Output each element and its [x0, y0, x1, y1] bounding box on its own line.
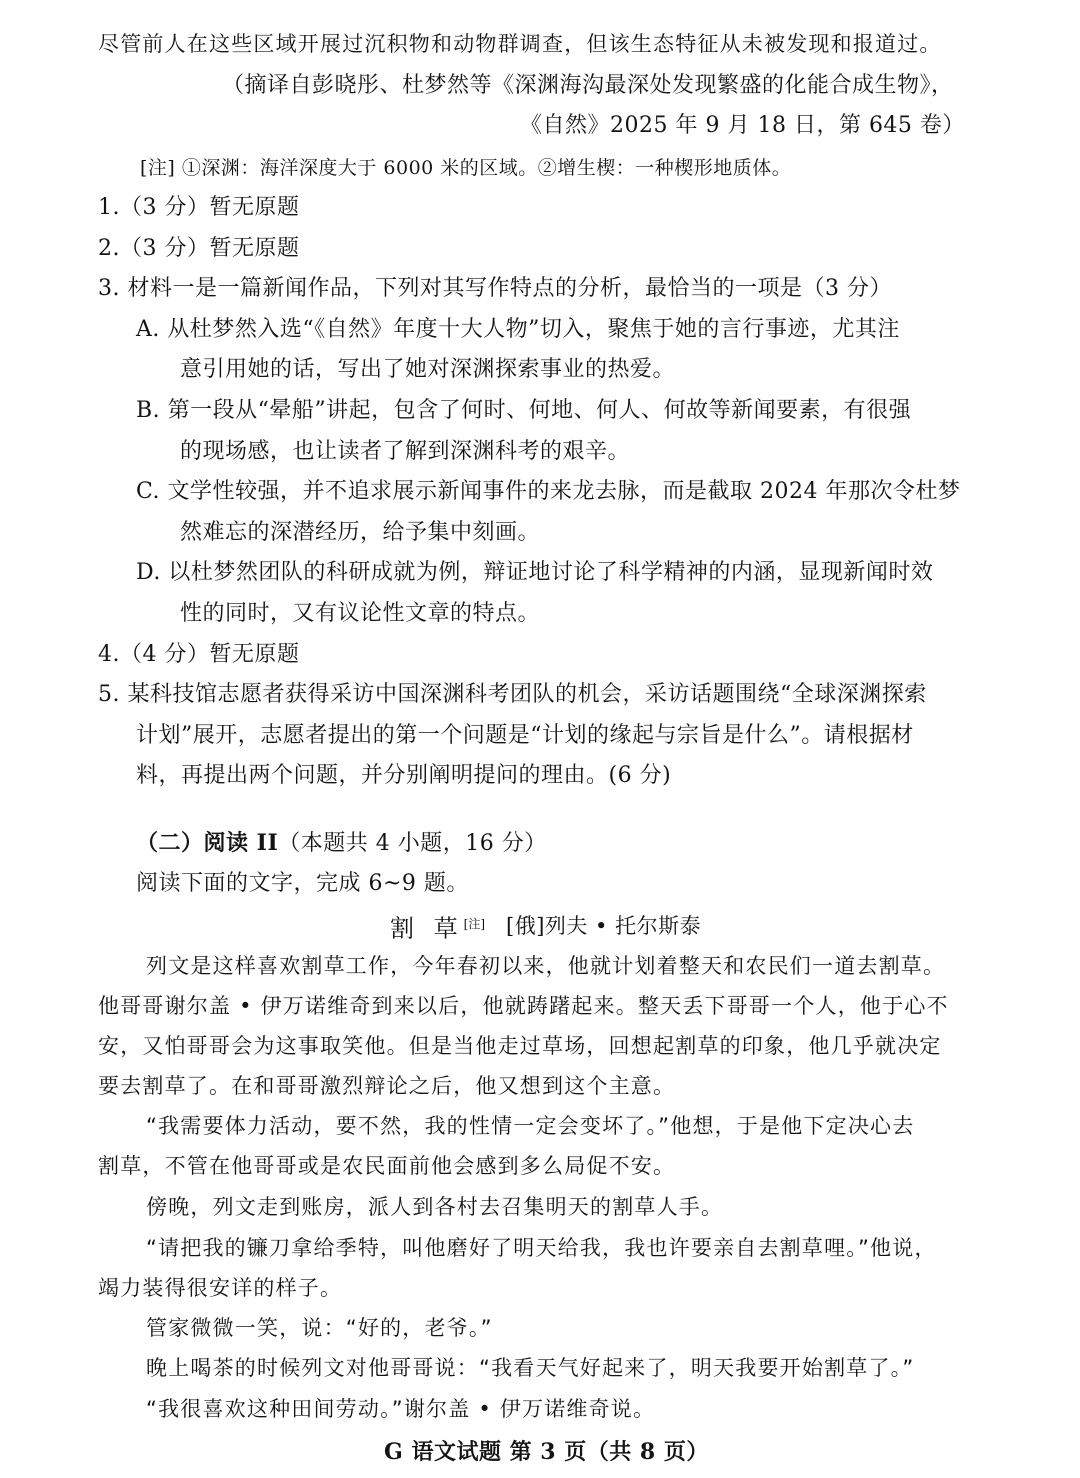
question-5-line-1: 5. 某科技馆志愿者获得采访中国深渊科考团队的机会，采访话题围绕“全球深渊探索 — [98, 682, 927, 707]
question-5-line-2: 计划”展开，志愿者提出的第一个问题是“计划的缘起与宗旨是什么”。请根据材 — [136, 723, 914, 748]
option-b-line-2: 的现场感，也让读者了解到深渊科考的艰辛。 — [180, 439, 631, 464]
question-1: 1.（3 分）暂无原题 — [98, 195, 300, 220]
passage-closing-line: 尽管前人在这些区域开展过沉积物和动物群调查，但该生态特征从未被发现和报道过。 — [98, 32, 942, 56]
story-title: 割 草 — [390, 914, 464, 943]
question-3-stem: 3. 材料一是一篇新闻作品，下列对其写作特点的分析，最恰当的一项是（3 分） — [98, 276, 892, 301]
story-title-block — [390, 908, 485, 946]
story-p3: 傍晚，列文走到账房，派人到各村去召集明天的割草人手。 — [146, 1195, 724, 1219]
option-d-line-1: D. 以杜梦然团队的科研成就为例，辩证地讨论了科学精神的内涵，显现新闻时效 — [136, 560, 934, 585]
story-p4-line-1: “请把我的镰刀拿给季特，叫他磨好了明天给我，我也许要亲自去割草哩。”他说， — [146, 1236, 937, 1260]
section-2-instruction: 阅读下面的文字，完成 6~9 题。 — [136, 871, 469, 896]
story-title-note-mark: [注] — [463, 917, 486, 931]
question-5-line-3: 料，再提出两个问题，并分别阐明提问的理由。(6 分) — [136, 763, 672, 788]
option-b-line-1: B. 第一段从“晕船”讲起，包含了何时、何地、何人、何故等新闻要素，有很强 — [136, 398, 912, 423]
question-4: 4.（4 分）暂无原题 — [98, 642, 300, 667]
page-footer: G 语文试题 第 3 页（共 8 页） — [384, 1439, 709, 1465]
option-a-line-1: A. 从杜梦然入选“《自然》年度十大人物”切入，聚焦于她的言行事迹，尤其注 — [136, 317, 900, 342]
option-a-line-2: 意引用她的话，写出了她对深渊探索事业的热爱。 — [180, 357, 676, 382]
story-p1-line-2: 他哥哥谢尔盖 • 伊万诺维奇到来以后，他就踌躇起来。整天丢下哥哥一个人，他于心不 — [98, 994, 949, 1018]
section-2-heading — [136, 827, 547, 860]
story-p2-line-2: 割草，不管在他哥哥或是农民面前他会感到多么局促不安。 — [98, 1154, 676, 1178]
section-2-heading-label: （二）阅读 II — [136, 830, 279, 856]
story-p4-line-2: 竭力装得很安详的样子。 — [98, 1276, 343, 1300]
story-p7: “我很喜欢这种田间劳动。”谢尔盖 • 伊万诺维奇说。 — [146, 1397, 656, 1421]
story-p1-line-3: 安，又怕哥哥会为这事取笑他。但是当他走过草场，回想起割草的印象，他几乎就决定 — [98, 1034, 942, 1058]
option-c-line-1: C. 文学性较强，并不追求展示新闻事件的来龙去脉，而是截取 2024 年那次令杜梦 — [136, 479, 961, 504]
story-p2-line-1: “我需要体力活动，要不然，我的性情一定会变坏了。”他想，于是他下定决心去 — [146, 1114, 915, 1138]
option-c-line-2: 然难忘的深潜经历，给予集中刻画。 — [180, 520, 541, 545]
story-p6: 晚上喝茶的时候列文对他哥哥说：“我看天气好起来了，明天我要开始割草了。” — [146, 1356, 915, 1380]
story-p1-line-1: 列文是这样喜欢割草工作，今年春初以来，他就计划着整天和农民们一道去割草。 — [146, 954, 946, 978]
story-author: [俄]列夫 • 托尔斯泰 — [506, 914, 702, 938]
story-p5: 管家微微一笑，说：“好的，老爷。” — [146, 1316, 493, 1340]
footnote: [注] ①深渊：海洋深度大于 6000 米的区域。②增生楔：一种楔形地质体。 — [140, 157, 792, 179]
section-2-heading-detail: （本题共 4 小题，16 分） — [278, 831, 547, 856]
citation-line-2: 《自然》2025 年 9 月 18 日，第 645 卷） — [520, 113, 965, 138]
option-d-line-2: 性的同时，又有议论性文章的特点。 — [180, 601, 541, 626]
story-p1-line-4: 要去割草了。在和哥哥激烈辩论之后，他又想到这个主意。 — [98, 1074, 676, 1098]
citation-line-1: （摘译自彭晓彤、杜梦然等《深渊海沟最深处发现繁盛的化能合成生物》， — [222, 73, 954, 98]
question-2: 2.（3 分）暂无原题 — [98, 236, 300, 261]
